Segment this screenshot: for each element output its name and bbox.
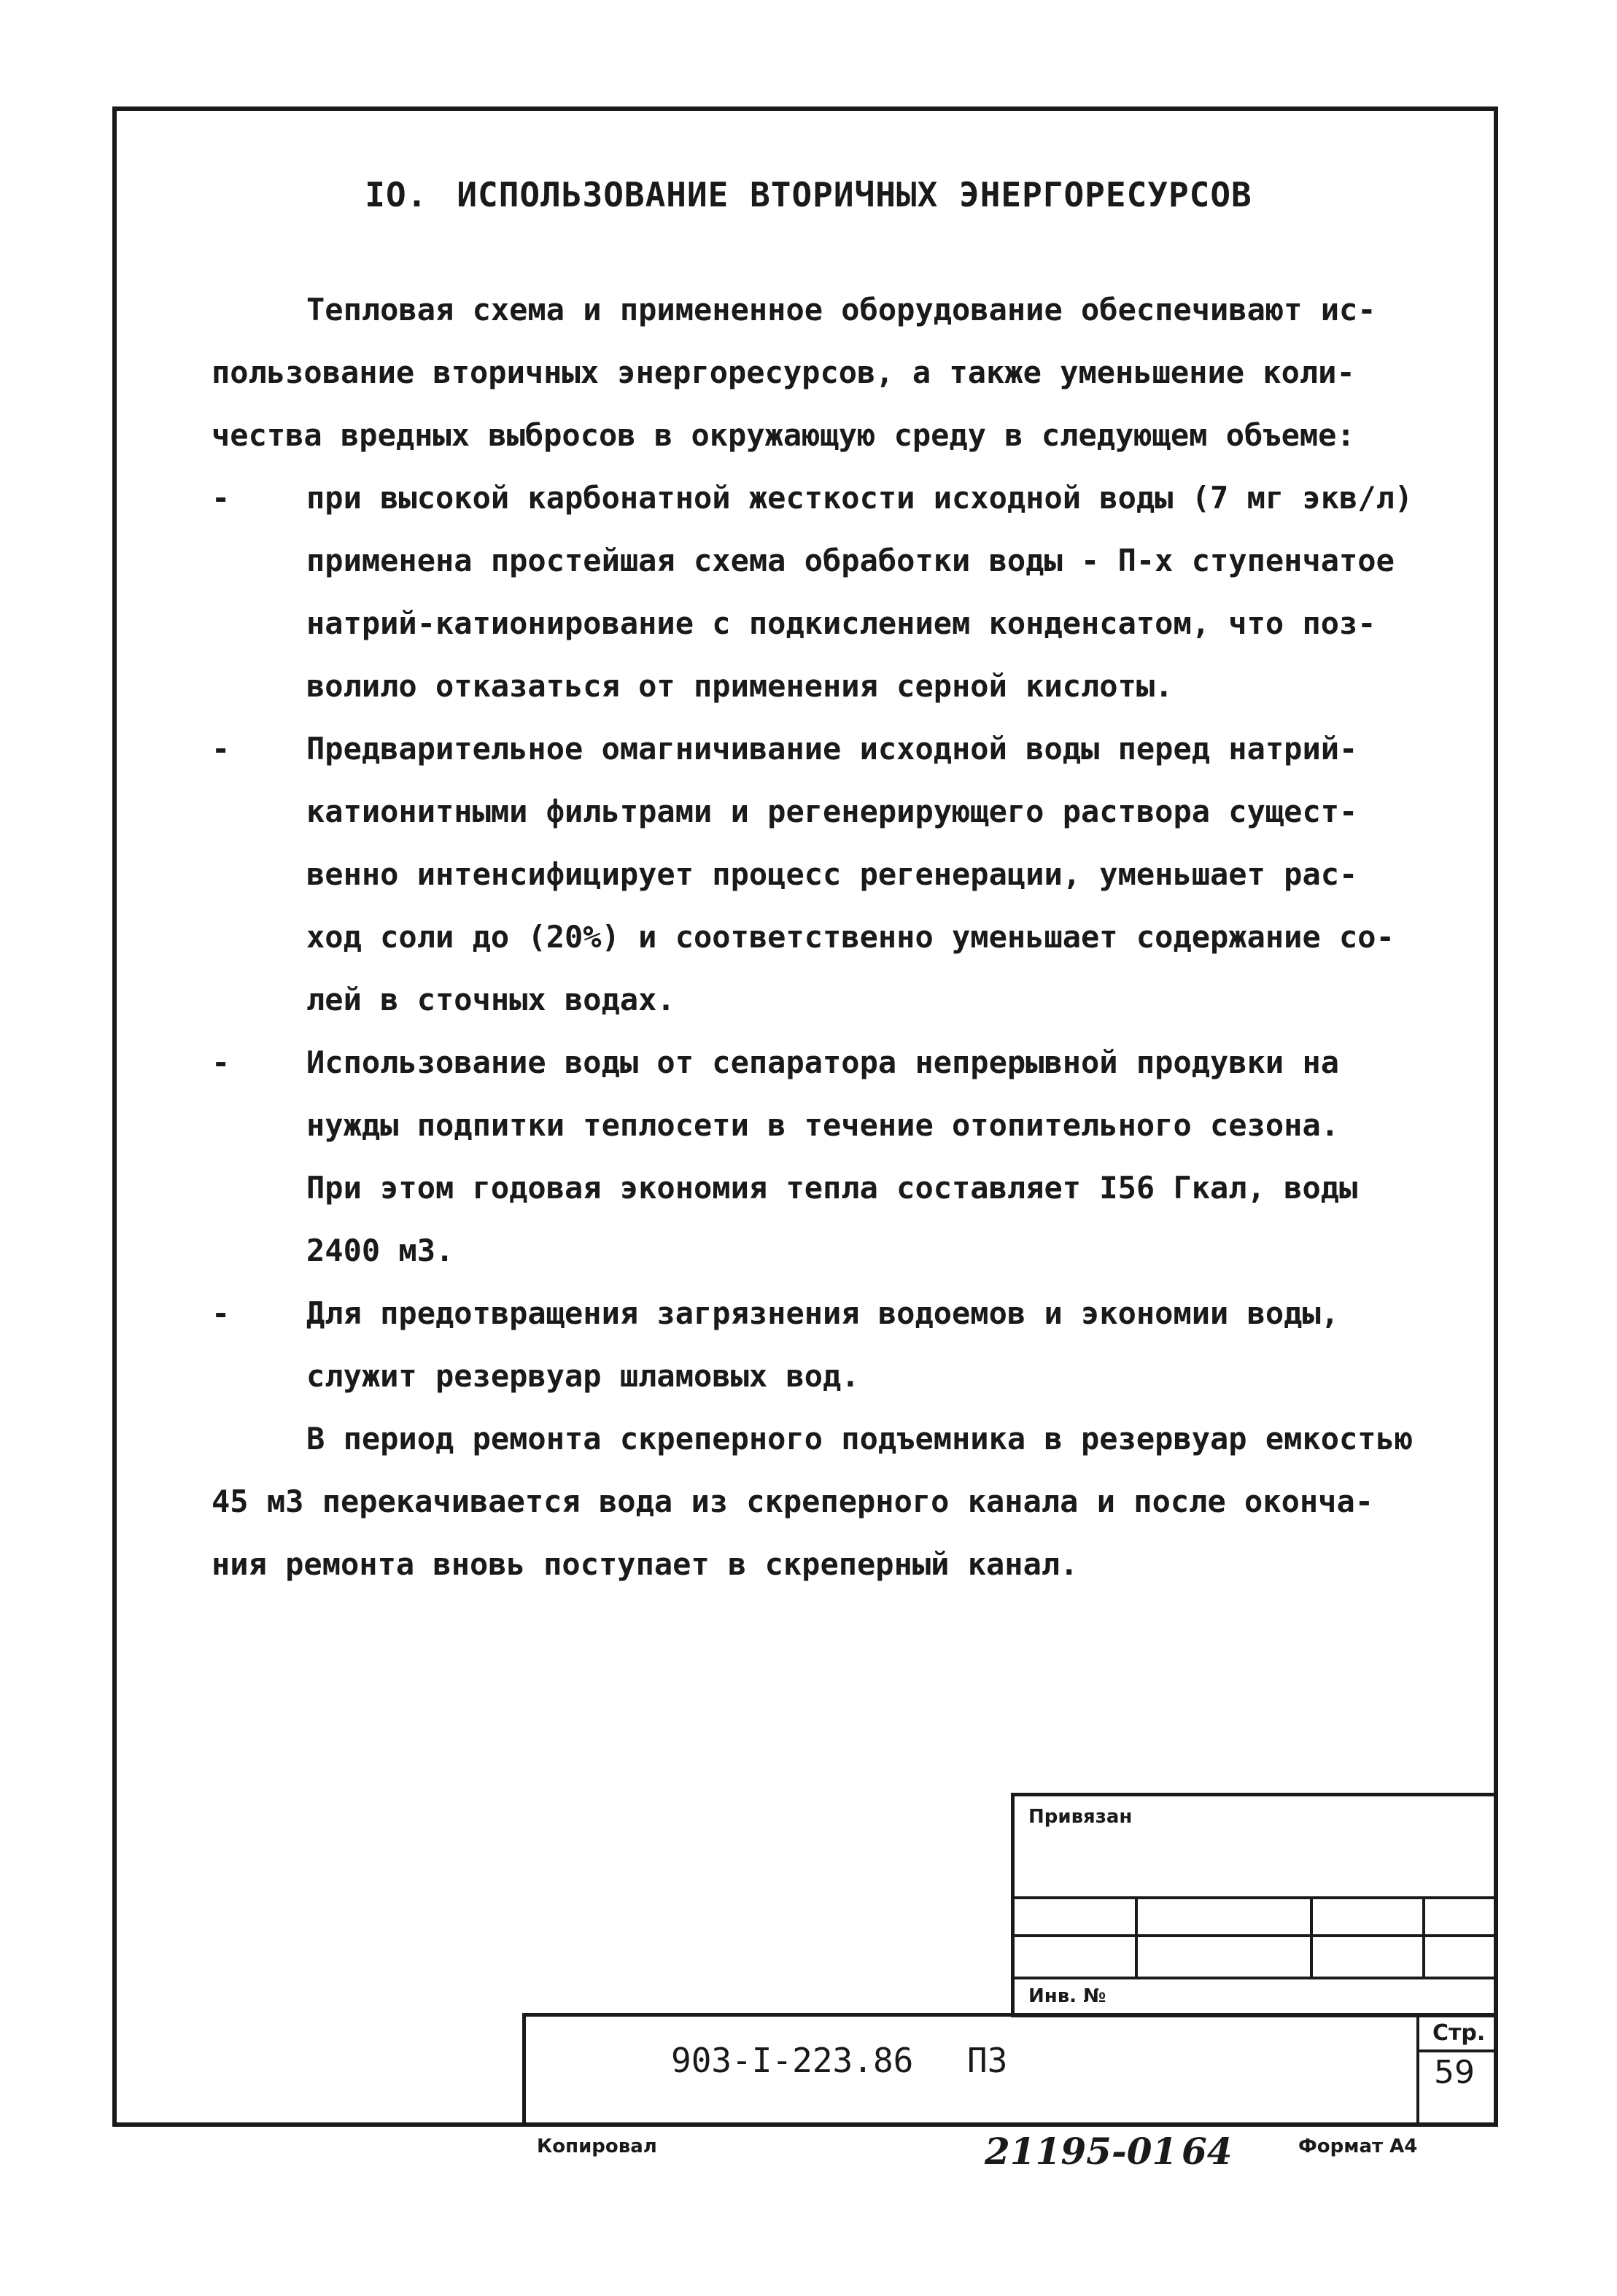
binding-col-line-1 xyxy=(1135,1896,1138,1977)
item-4-line-2: служит резервуар шламовых вод. xyxy=(306,1358,860,1394)
item-3-line-1: Использование воды от сепаратора непрерывной продувки на xyxy=(306,1044,1340,1080)
document-stamp xyxy=(522,2013,1498,2127)
item-2-line-3: венно интенсифицирует процесс регенерации, уменьшает рас- xyxy=(306,856,1358,892)
item-1-line-2: применена простейшая схема обработки воды - П-х ступенчатое xyxy=(306,543,1395,578)
item-3-line-3: При этом годовая экономия тепла составляет I56 Гкал, воды xyxy=(306,1170,1358,1206)
page-number: 59 xyxy=(1434,2054,1475,2091)
item-2-dash: - xyxy=(212,731,230,767)
handwritten-number: 21195-01 xyxy=(985,2130,1178,2173)
item-2-line-1: Предварительное омагничивание исходной воды перед натрий- xyxy=(306,731,1358,767)
page-label: Стр. xyxy=(1432,2020,1486,2046)
intro-line-2: пользование вторичных энергоресурсов, а также уменьшение коли- xyxy=(212,354,1355,390)
document-code: 903-I-223.86 xyxy=(671,2041,914,2080)
item-3-line-4: 2400 м3. xyxy=(306,1233,454,1268)
format-label: Формат А4 xyxy=(1298,2136,1418,2157)
item-1-line-1: при высокой карбонатной жесткости исходной воды (7 мг экв/л) xyxy=(306,480,1414,516)
handwritten-page: 64 xyxy=(1182,2130,1233,2173)
binding-row-line-3 xyxy=(1011,1977,1498,1979)
section-heading: ИСПОЛЬЗОВАНИЕ ВТОРИЧНЫХ ЭНЕРГОРЕСУРСОВ xyxy=(457,175,1252,214)
item-1-line-4: волило отказаться от применения серной кислоты. xyxy=(306,668,1174,704)
closing-line-1: В период ремонта скреперного подъемника в резервуар емкостью xyxy=(306,1421,1414,1457)
item-3-dash: - xyxy=(212,1044,230,1080)
item-2-line-4: ход соли до (20%) и соответственно уменьшает содержание со- xyxy=(306,919,1395,955)
binding-col-line-3 xyxy=(1422,1896,1425,1977)
section-title xyxy=(0,175,1617,214)
item-4-line-1: Для предотвращения загрязнения водоемов и экономии воды, xyxy=(306,1295,1340,1331)
binding-col-line-2 xyxy=(1310,1896,1313,1977)
inv-no-label: Инв. № xyxy=(1028,1985,1106,2007)
intro-line-1: Тепловая схема и примененное оборудование обеспечивают ис- xyxy=(306,292,1376,327)
copied-label: Копировал xyxy=(537,2136,657,2157)
item-1-line-3: натрий-катионирование с подкислением конденсатом, что поз- xyxy=(306,605,1376,641)
item-1-dash: - xyxy=(212,480,230,516)
page-cell-divider xyxy=(1416,2013,1419,2127)
document-type: ПЗ xyxy=(967,2041,1008,2080)
item-4-dash: - xyxy=(212,1295,230,1331)
item-2-line-5: лей в сточных водах. xyxy=(306,982,675,1017)
privyazan-label: Привязан xyxy=(1028,1806,1133,1828)
page-cell-line xyxy=(1416,2049,1498,2052)
closing-line-3: ния ремонта вновь поступает в скреперный канал. xyxy=(212,1546,1079,1582)
section-number: IO. xyxy=(365,175,428,214)
intro-line-3: чества вредных выбросов в окружающую среду в следующем объеме: xyxy=(212,417,1355,453)
item-3-line-2: нужды подпитки теплосети в течение отопительного сезона. xyxy=(306,1107,1340,1143)
closing-line-2: 45 м3 перекачивается вода из скреперного канала и после оконча- xyxy=(212,1484,1374,1519)
item-2-line-2: катионитными фильтрами и регенерирующего раствора сущест- xyxy=(306,794,1358,829)
